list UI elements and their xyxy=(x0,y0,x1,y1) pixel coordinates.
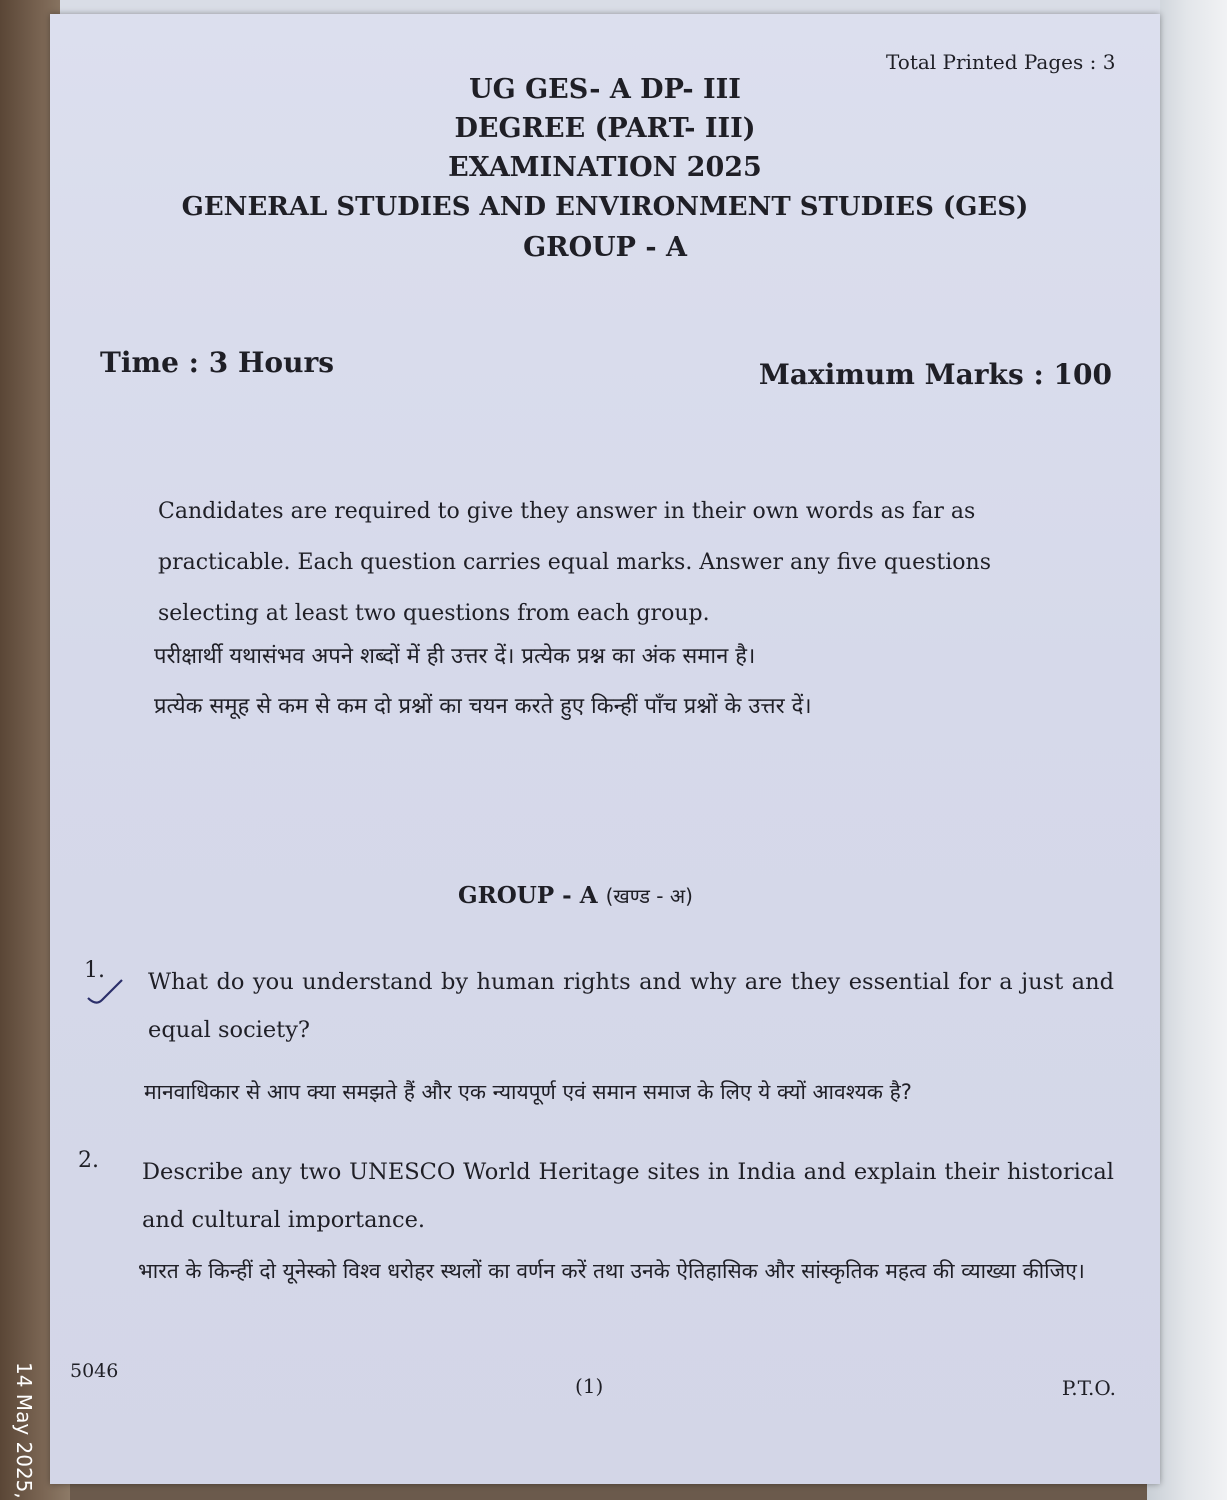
maximum-marks: Maximum Marks : 100 xyxy=(758,358,1112,391)
question-1-text: What do you understand by human rights and why are they essential for a just and equal society? xyxy=(148,969,1114,1043)
question-2-hindi: भारत के किन्हीं दो यूनेस्को विश्व धरोहर स्थलों का वर्णन करें तथा उनके ऐतिहासिक और सांस्कृतिक महत्व की व्याख्या कीजिए। xyxy=(138,1259,1085,1283)
time-allowed: Time : 3 Hours xyxy=(100,346,334,379)
subject-title: GENERAL STUDIES AND ENVIRONMENT STUDIES (GES) xyxy=(181,192,1029,222)
photo-date-stamp: 14 May 2025, xyxy=(12,1362,36,1499)
page-number: (1) xyxy=(575,1374,604,1398)
pen-tick-icon xyxy=(86,976,126,1006)
question-1-number: 1. xyxy=(84,958,105,983)
degree-title: DEGREE (PART- III) xyxy=(454,113,756,144)
exam-paper xyxy=(50,14,1160,1484)
question-2-number: 2. xyxy=(78,1148,99,1173)
section-title-text: GROUP - A xyxy=(458,882,598,909)
total-pages: Total Printed Pages : 3 xyxy=(886,50,1116,74)
instructions-hindi-line2: प्रत्येक समूह से कम से कम दो प्रश्नों का चयन करते हुए किन्हीं पाँच प्रश्नों के उत्तर दें। xyxy=(154,694,812,719)
section-title xyxy=(458,882,693,909)
exam-title: EXAMINATION 2025 xyxy=(448,152,762,183)
course-code: UG GES- A DP- III xyxy=(469,74,741,105)
instructions-hindi-line1: परीक्षार्थी यथासंभव अपने शब्दों में ही उत्तर दें। प्रत्येक प्रश्न का अंक समान है। xyxy=(154,644,756,669)
section-subtitle: (खण्ड - अ) xyxy=(605,884,693,908)
question-1-hindi: मानवाधिकार से आप क्या समझते हैं और एक न्यायपूर्ण एवं समान समाज के लिए ये क्यों आवश्यक है? xyxy=(144,1080,912,1104)
instructions-english: Candidates are required to give they answer in their own words as far as practicable. Each question carries equal marks. Answer any five questions selecting at least two questions from each group. xyxy=(158,499,991,626)
pto-label: P.T.O. xyxy=(1061,1376,1116,1400)
group-heading: GROUP - A xyxy=(523,232,687,263)
paper-code: 5046 xyxy=(70,1360,119,1382)
question-2-text: Describe any two UNESCO World Heritage sites in India and explain their historical and cultural importance. xyxy=(142,1159,1114,1233)
